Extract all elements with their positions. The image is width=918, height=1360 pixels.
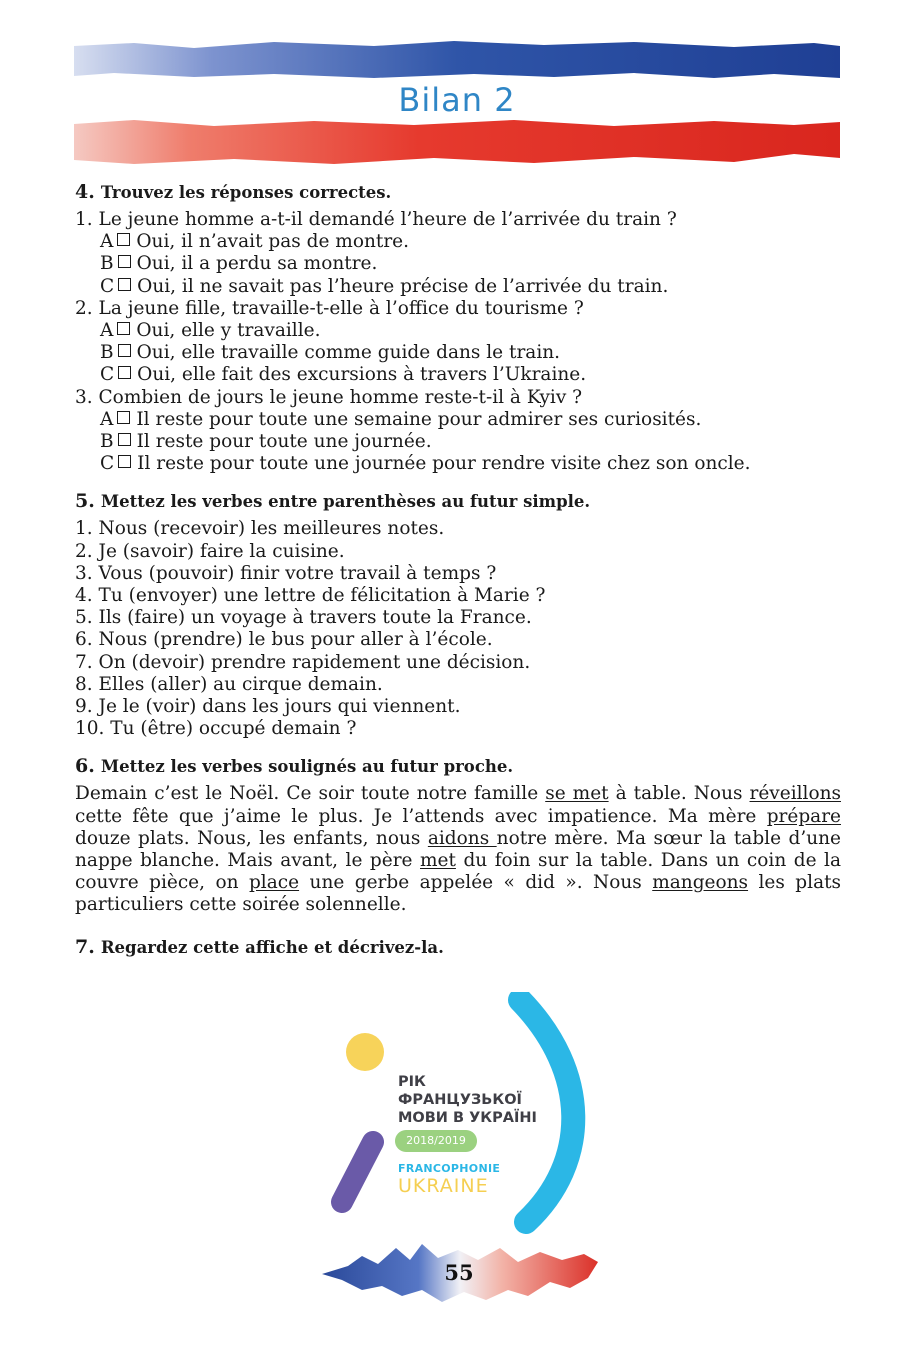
- line-text: Oui, il ne savait pas l’heure précise de l’arrivée du train.: [137, 275, 669, 297]
- list-item: 9. Je le (voir) dans les jours qui viennent.: [75, 696, 461, 718]
- exercise-number: 7.: [75, 935, 95, 958]
- list-item: 1. Nous (recevoir) les meilleures notes.: [75, 518, 445, 540]
- checkbox[interactable]: [118, 366, 131, 379]
- line-text: Oui, elle travaille comme guide dans le train.: [136, 342, 561, 364]
- underlined-verb: se met: [545, 783, 609, 805]
- option-letter: B: [100, 342, 114, 364]
- exercise-6-paragraph: [75, 783, 841, 916]
- checkbox[interactable]: [118, 278, 131, 291]
- exercise-title: Regardez cette affiche et décrivez-la.: [100, 937, 444, 957]
- list-item: 7. On (devoir) prendre rapidement une décision.: [75, 651, 531, 673]
- line-text: Oui, elle y travaille.: [136, 320, 321, 342]
- text-segment: notre mère. Ma sœur la table d’une nappe blanche. Mais avant, le père: [75, 827, 841, 872]
- exercise-4-list: [75, 209, 841, 475]
- checkbox[interactable]: [118, 433, 131, 446]
- poster-line-3: МОВИ В УКРАЇНІ: [398, 1110, 537, 1126]
- text-segment: les plats particuliers cette soirée solennelle.: [75, 872, 842, 916]
- line-text: 3. Combien de jours le jeune homme reste-t-il à Kyiv ?: [75, 386, 583, 408]
- exercise-title: Mettez les verbes soulignés au futur proche.: [100, 757, 514, 777]
- line-text: Il reste pour toute une journée.: [136, 431, 432, 453]
- ukraine-label: UKRAINE: [398, 1175, 489, 1197]
- option-letter: B: [100, 253, 114, 275]
- checkbox[interactable]: [118, 255, 131, 268]
- list-item: 6. Nous (prendre) le bus pour aller à l’école.: [75, 629, 493, 651]
- exercise-7-heading: [75, 935, 841, 960]
- exercise-5-list: [75, 518, 841, 740]
- exercise-title: Trouvez les réponses correctes.: [100, 183, 392, 202]
- page-number: 55: [444, 1260, 474, 1285]
- checkbox[interactable]: [117, 411, 130, 424]
- text-segment: à table. Nous: [608, 783, 750, 805]
- purple-stroke-shape: [342, 1142, 373, 1202]
- checkbox[interactable]: [117, 322, 130, 335]
- answer-option: [75, 253, 841, 275]
- question-line: [75, 209, 841, 231]
- answer-option: [75, 453, 841, 475]
- answer-option: [75, 364, 841, 386]
- underlined-verb: aidons: [427, 827, 497, 849]
- option-letter: B: [100, 431, 114, 453]
- line-text: 1. Le jeune homme a-t-il demandé l’heure de l’arrivée du train ?: [75, 209, 677, 230]
- answer-option: [75, 231, 841, 253]
- line-text: Oui, il n’avait pas de montre.: [136, 231, 410, 253]
- text-segment: cette fête que j’aime le plus. Je l’attends avec impatience. Ma mère: [75, 805, 767, 827]
- option-letter: C: [100, 275, 115, 297]
- list-item: 4. Tu (envoyer) une lettre de félicitation à Marie ?: [75, 585, 546, 607]
- option-letter: A: [100, 231, 114, 253]
- list-item: 2. Je (savoir) faire la cuisine.: [75, 540, 345, 562]
- checkbox[interactable]: [118, 455, 131, 468]
- poster-line-2: ФРАНЦУЗЬКОЇ: [398, 1092, 522, 1108]
- exercise-content: [75, 180, 841, 960]
- answer-option: [75, 409, 841, 431]
- answer-option: [75, 431, 841, 453]
- option-letter: A: [100, 320, 114, 342]
- line-text: 2. La jeune fille, travaille-t-elle à l’office du tourisme ?: [75, 297, 584, 319]
- underlined-verb: réveillons: [749, 783, 841, 805]
- line-text: Il reste pour toute une journée pour rendre visite chez son oncle.: [137, 453, 751, 475]
- text-segment: douze plats. Nous, les enfants, nous: [75, 827, 428, 849]
- exercise-number: 5.: [75, 490, 95, 513]
- question-line: [75, 298, 841, 320]
- text-segment: du foin sur la table. Dans un coin de la couvre pièce, on: [75, 850, 841, 894]
- poster-line-1: РІК: [398, 1074, 426, 1090]
- underlined-verb: met: [420, 850, 456, 872]
- text-segment: Demain c’est le Noël. Ce soir toute notre famille: [75, 783, 546, 805]
- answer-option: [75, 276, 841, 298]
- checkbox[interactable]: [117, 233, 130, 246]
- line-text: Oui, elle fait des excursions à travers l’Ukraine.: [137, 364, 587, 386]
- underlined-verb: prépare: [766, 805, 841, 827]
- years-badge: 2018/2019: [395, 1130, 477, 1152]
- line-text: Oui, il a perdu sa montre.: [136, 253, 378, 275]
- answer-option: [75, 342, 841, 364]
- answer-option: [75, 320, 841, 342]
- header-banner: [74, 40, 840, 168]
- exercise-6-heading: [75, 754, 841, 779]
- underlined-verb: place: [248, 872, 300, 894]
- option-letter: C: [100, 364, 115, 386]
- exercise-4-heading: [75, 180, 841, 205]
- exercise-5-heading: [75, 489, 841, 514]
- list-item: 10. Tu (être) occupé demain ?: [75, 718, 357, 740]
- page-title: Bilan 2: [398, 81, 516, 119]
- exercise-number: 4.: [75, 181, 95, 203]
- exercise-title: Mettez les verbes entre parenthèses au futur simple.: [100, 492, 591, 512]
- line-text: Il reste pour toute une semaine pour admirer ses curiosités.: [136, 408, 702, 430]
- list-item: 3. Vous (pouvoir) finir votre travail à temps ?: [75, 562, 497, 584]
- underlined-verb: mangeons: [652, 872, 749, 894]
- option-letter: C: [100, 453, 115, 475]
- text-segment: une gerbe appelée « did ». Nous: [299, 872, 653, 894]
- option-letter: A: [100, 408, 114, 430]
- exercise-number: 6.: [75, 755, 95, 778]
- list-item: 8. Elles (aller) au cirque demain.: [75, 673, 383, 695]
- question-line: [75, 387, 841, 409]
- page-footer: [318, 1238, 600, 1310]
- checkbox[interactable]: [118, 344, 131, 357]
- francophonie-poster: [328, 992, 590, 1234]
- yellow-dot-shape: [346, 1033, 384, 1071]
- list-item: 5. Ils (faire) un voyage à travers toute la France.: [75, 607, 532, 629]
- francophonie-label: FRANCOPHONIE: [398, 1162, 501, 1175]
